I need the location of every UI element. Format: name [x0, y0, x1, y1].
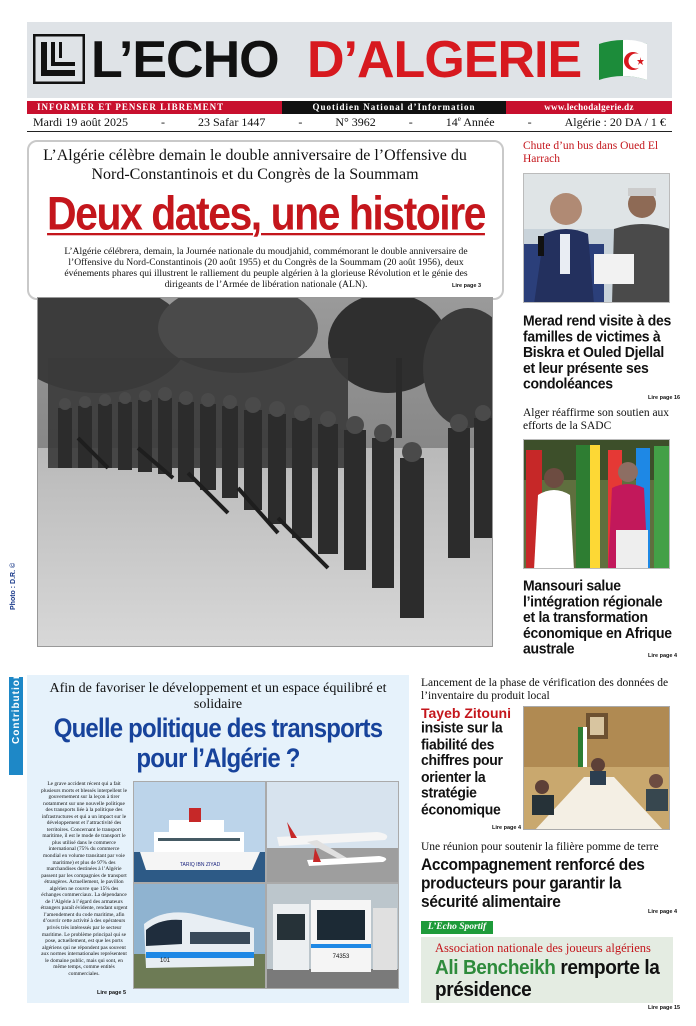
- train-photo: [133, 883, 266, 989]
- sport-kicker: Association nationale des joueurs algériens: [435, 941, 651, 955]
- ferry-photo-illustration: [134, 782, 266, 883]
- price: Algérie : 20 DA / 1 €: [564, 115, 666, 129]
- aircraft-photo-illustration: [267, 782, 399, 883]
- potato-sector-kicker: Une réunion pour soutenir la filière pomme de terre: [421, 841, 659, 853]
- sport-section-tag[interactable]: L’Echo Sportif: [421, 921, 493, 934]
- dateline-separator: -: [161, 115, 165, 129]
- dateline-separator: -: [408, 115, 413, 129]
- mansouri-read-more[interactable]: Lire page 4: [648, 653, 678, 659]
- sport-read-more[interactable]: Lire page 15: [648, 1005, 681, 1011]
- sadc-photo: [523, 439, 670, 569]
- aircraft-photo: [266, 781, 399, 883]
- sport-headline[interactable]: [435, 957, 671, 1001]
- merad-photo-illustration: [524, 174, 670, 303]
- publication-year: [446, 115, 495, 130]
- sadc-kicker: Alger réaffirme son soutien aux efforts de la SADC: [523, 407, 670, 432]
- sport-headline-name: Ali Bencheikh: [435, 957, 556, 980]
- bus-accident-kicker: Chute d’un bus dans Oued El Harrach: [523, 140, 659, 165]
- tram-photo: [266, 883, 399, 989]
- zitouni-meeting-photo: [523, 706, 670, 830]
- motto: INFORMER ET PENSER LIBREMENT: [27, 101, 282, 114]
- merad-headline[interactable]: Merad rend visite à des familles de victimes à Biskra et Ouled Djellal et leur présente ses condoléances: [523, 311, 671, 392]
- issue-number: N° 3962: [335, 115, 376, 129]
- dateline-separator: -: [527, 115, 532, 129]
- contribution-label: Contribution: [11, 672, 22, 744]
- newspaper-subtitle: Quotidien National d’Information: [282, 101, 506, 114]
- main-story-kicker: L’Algérie célèbre demain le double anniversaire de l’Offensive du Nord-Constantinois et du Congrès de la Soummam: [43, 147, 467, 183]
- bus-number: 74353: [332, 954, 350, 960]
- contribution-read-more[interactable]: Lire page 5: [97, 990, 127, 996]
- contribution-body: Le grave accident récent qui a fait plusieurs morts et blessés interpellent le gouvernement sur la leçon à tirer notamment sur une nouvelle politique des transports liée à la politique des infrastructures et qui a un impact sur le développement et l’attractivité des territoires. Concernant le transport maritime, il est le mode de transport le plus utilisé dans le commerce international (75% du commerce mondial en volume transitant par voie maritime) et plus de 97% des marchandises destinées à l’Algérie passent par les compagnies de transport étrangères. Actuellement, le pavillon algérien ne couvre que 15% des échanges commerciaux. La dépendance de l’Algérie à l’égard des armateurs étrangers paraît évidente, rendant urgent l’amendement du code maritime, afin d’ouvrir cette activité à des opérateurs privés très intéressés par le secteur maritime. Le problème principal qui se pose, actuellement, est que les ports algériens qui ne répondent pas souvent aux normes internationales représentent le domaine public, mais qui sont, en même temps, comme entités commerciales.: [40, 781, 128, 977]
- soldiers-photo-illustration: [38, 298, 493, 647]
- ship-name: TARIQ IBN ZIYAD: [179, 862, 221, 868]
- main-story-photo: [37, 297, 493, 647]
- sport-headline-text: remporte la présidence: [435, 957, 660, 1002]
- masthead: [27, 22, 672, 98]
- website-link[interactable]: www.lechodalgerie.dz: [506, 101, 672, 114]
- masthead-title-algerie: D’ALGERIE: [307, 31, 582, 89]
- newspaper-logo-icon: [33, 34, 85, 84]
- year-word: Année: [463, 115, 495, 129]
- dateline: [27, 114, 672, 132]
- algerian-flag-icon: [593, 36, 667, 84]
- merad-photo: [523, 173, 670, 303]
- potato-sector-read-more[interactable]: Lire page 4: [648, 909, 678, 915]
- main-story-read-more[interactable]: Lire page 3: [452, 283, 482, 289]
- year-number: 14: [445, 115, 458, 129]
- potato-sector-headline[interactable]: Accompagnement renforcé des producteurs pour garantir la sécurité alimentaire: [421, 856, 645, 912]
- zitouni-read-more[interactable]: Lire page 4: [492, 825, 522, 831]
- ferry-photo: [133, 781, 266, 883]
- main-story-summary: L’Algérie célébrera, demain, la Journée nationale du moudjahid, commémorant le double anniversaire de l’Offensive du Nord-Constantinois (20 août 1955) et du Congrès de la Soummam (20 août 1956), deux événements phares qui illustrent le ralliement du peuple algérien à la glorieuse Révolution et le génie des dirigeants de l’Armée de libération nationale (ALN).: [64, 246, 468, 290]
- dateline-separator: -: [298, 115, 303, 129]
- mansouri-headline[interactable]: Mansouri salue l’intégration régionale et la transformation économique en Afrique australe: [523, 576, 672, 657]
- strapline: [27, 101, 672, 114]
- hijri-date: 23 Safar 1447: [198, 115, 266, 129]
- masthead-title-echo: L’ECHO: [91, 31, 279, 89]
- train-photo-illustration: [134, 884, 266, 989]
- contribution-kicker: Afin de favoriser le développement et un espace équilibré et solidaire: [49, 681, 387, 712]
- meeting-photo-illustration: [524, 707, 670, 830]
- sadc-photo-illustration: [524, 440, 670, 569]
- train-number: 101: [160, 958, 171, 964]
- merad-read-more[interactable]: Lire page 16: [648, 395, 681, 401]
- zitouni-headline[interactable]: insiste sur la fiabilité des chiffres pour orienter la stratégie économique: [421, 718, 503, 818]
- year-superscript: e: [457, 115, 461, 123]
- photo-credit: Photo : D.R. ©: [10, 562, 17, 610]
- contribution-headline[interactable]: Quelle politique des transports pour l’Algérie ?: [53, 714, 383, 774]
- tram-photo-illustration: [267, 884, 399, 989]
- zitouni-kicker: Lancement de la phase de vérification des données de l’inventaire du produit local: [421, 677, 669, 702]
- main-story-headline[interactable]: Deux dates, une histoire: [47, 187, 485, 240]
- issue-date: Mardi 19 août 2025: [33, 115, 128, 129]
- zitouni-name[interactable]: Tayeb Zitouni: [421, 705, 511, 721]
